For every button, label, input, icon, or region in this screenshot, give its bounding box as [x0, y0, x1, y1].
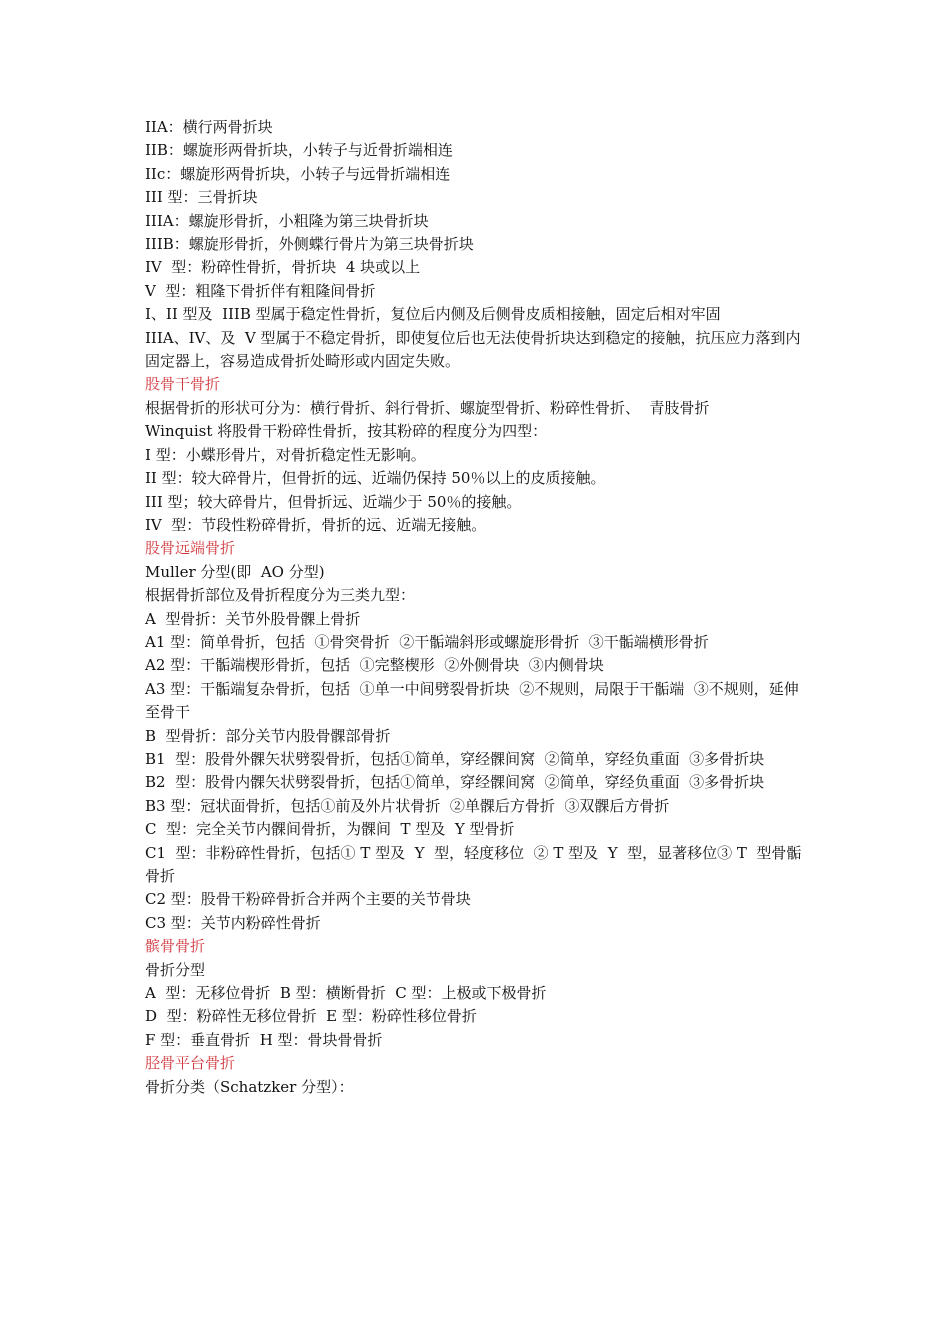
text-line: F 型：垂直骨折 H 型：骨块骨骨折: [145, 1030, 383, 1049]
section-heading: 髌骨骨折: [145, 937, 206, 956]
text-line: V 型：粗隆下骨折伴有粗隆间骨折: [145, 281, 376, 300]
text-line: C1 型：非粉碎性骨折，包括① T 型及 Y 型，轻度移位 ② T 型及 Y 型，显著移位③ T 型骨骺骨折: [145, 843, 802, 885]
text-line: Winquist 将股骨干粉碎性骨折，按其粉碎的程度分为四型：: [145, 422, 548, 441]
text-line: 根据骨折的形状可分为：横行骨折、斜行骨折、螺旋型骨折、粉碎性骨折、 青肢骨折: [145, 398, 710, 417]
text-line: A1 型：简单骨折，包括 ①骨突骨折 ②干骺端斜形或螺旋形骨折 ③干骺端横形骨折: [145, 632, 709, 651]
text-line: C 型：完全关节内髁间骨折，为髁间 T 型及 Y 型骨折: [145, 820, 515, 839]
text-line: A3 型：干骺端复杂骨折，包括 ①单一中间劈裂骨折块 ②不规则，局限于干骺端 ③不规则，延伸至骨干: [145, 679, 799, 722]
text-line: IIIB：螺旋形骨折，外侧蝶行骨片为第三块骨折块: [145, 235, 474, 254]
text-line: A 型：无移位骨折 B 型：横断骨折 C 型：上极或下极骨折: [145, 984, 547, 1003]
text-line: B1 型：股骨外髁矢状劈裂骨折，包括①简单，穿经髁间窝 ②简单，穿经负重面 ③多骨折块: [145, 749, 765, 768]
text-line: IIB：螺旋形两骨折块，小转子与近骨折端相连: [145, 141, 453, 160]
text-line: B3 型：冠状面骨折，包括①前及外片状骨折 ②单髁后方骨折 ③双髁后方骨折: [145, 796, 670, 815]
text-line: IV 型：粉碎性骨折，骨折块 4 块或以上: [145, 258, 421, 277]
text-line: C3 型：关节内粉碎性骨折: [145, 913, 321, 932]
text-line: IIA：横行两骨折块: [145, 118, 273, 136]
section-heading: 股骨远端骨折: [145, 539, 236, 558]
text-line: 骨折分型: [145, 960, 206, 979]
document-body: [145, 116, 810, 1099]
text-line: II 型：较大碎骨片，但骨折的远、近端仍保持 50％以上的皮质接触。: [145, 469, 606, 488]
text-line: 骨折分类（Schatzker 分型）：: [145, 1077, 354, 1096]
text-line: I、II 型及 IIIB 型属于稳定性骨折，复位后内侧及后侧骨皮质相接触，固定后相对牢固: [145, 305, 721, 324]
text-line: Muller 分型(即 AO 分型): [145, 562, 325, 581]
text-line: I 型：小蝶形骨片，对骨折稳定性无影响。: [145, 445, 426, 464]
text-line: A2 型：干骺端楔形骨折，包括 ①完整楔形 ②外侧骨块 ③内侧骨块: [145, 656, 604, 675]
text-line: D 型：粉碎性无移位骨折 E 型：粉碎性移位骨折: [145, 1007, 477, 1026]
text-line: III 型；较大碎骨片，但骨折远、近端少于 50％的接触。: [145, 492, 522, 511]
text-line: IV 型：节段性粉碎骨折，骨折的远、近端无接触。: [145, 515, 487, 534]
section-heading: 胫骨平台骨折: [145, 1054, 236, 1073]
section-heading: 股骨干骨折: [145, 375, 221, 394]
text-line: III 型：三骨折块: [145, 188, 258, 207]
text-line: B 型骨折：部分关节内股骨髁部骨折: [145, 726, 391, 745]
text-line: A 型骨折：关节外股骨髁上骨折: [145, 609, 361, 628]
text-line: IIIA：螺旋形骨折，小粗隆为第三块骨折块: [145, 211, 429, 230]
text-line: IIIA、IV、及 V 型属于不稳定骨折，即使复位后也无法使骨折块达到稳定的接触，抗压应力落到内固定器上，容易造成骨折处畸形或内固定失败。: [145, 328, 801, 371]
text-line: B2 型：股骨内髁矢状劈裂骨折，包括①简单，穿经髁间窝 ②简单，穿经负重面 ③多骨折块: [145, 773, 765, 792]
text-line: IIc：螺旋形两骨折块，小转子与远骨折端相连: [145, 164, 451, 183]
text-line: C2 型：股骨干粉碎骨折合并两个主要的关节骨块: [145, 890, 471, 909]
text-line: 根据骨折部位及骨折程度分为三类九型：: [145, 586, 416, 605]
